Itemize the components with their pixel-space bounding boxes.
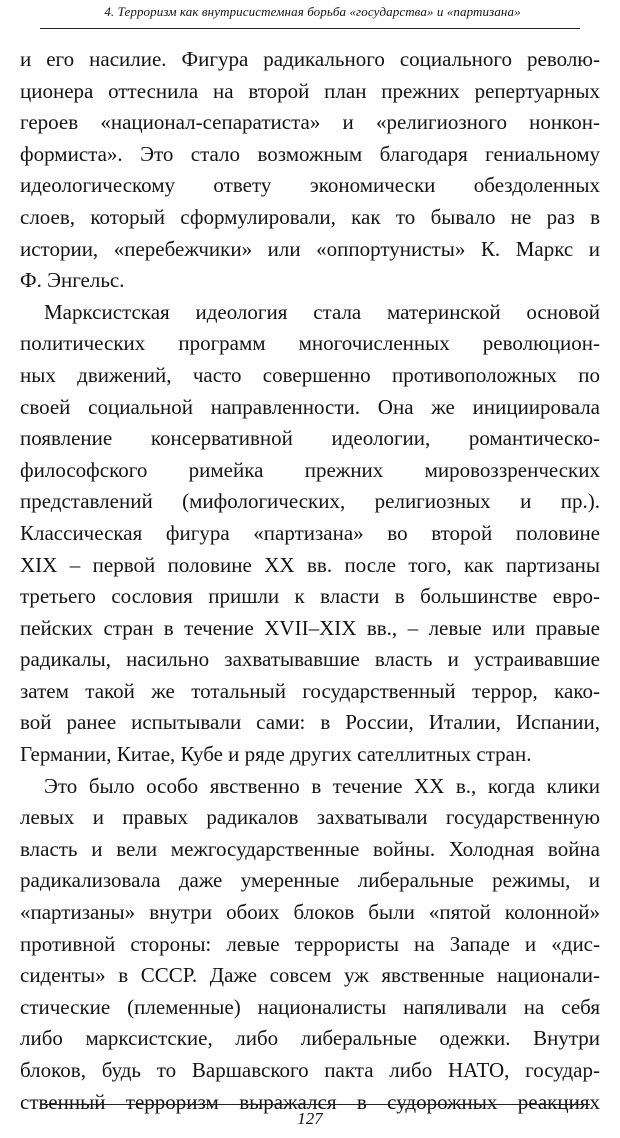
text-line: Марксистская идеология стала материнской основой: [44, 299, 600, 324]
text-line: власть и вели межгосударственные войны. Холодная война: [20, 836, 600, 861]
page-number: 127: [297, 1109, 323, 1128]
running-head: 4. Терроризм как внутрисистемная борьба «государства» и «партизана»: [104, 4, 521, 19]
text-line: ственный терроризм выражался в судорожных реакциях: [20, 1089, 600, 1114]
text-line: ционера оттеснила на второй план прежних репертуарных: [20, 78, 600, 103]
text-line: ных движений, часто совершенно противоположных по: [20, 362, 600, 387]
text-line: появление консервативной идеологии, романтическо-: [20, 426, 600, 451]
text-line: сиденты» в СССР. Даже совсем уж явственные национали-: [20, 963, 600, 988]
text-line: слоев, который сформулировали, как то бывало не раз в: [20, 204, 600, 229]
text-line: левых и правых радикалов захватывали государственную: [20, 805, 600, 830]
text-line: истории, «перебежчики» или «оппортунисты» К. Маркс и: [20, 236, 600, 261]
text-line: радикалы, насильно захватывавшие власть и устраивавшие: [20, 647, 600, 672]
text-line: Это было особо явственно в течение XX в., когда клики: [44, 773, 600, 798]
text-line: радикализовала даже умеренные либеральные режимы, и: [20, 868, 600, 893]
text-line: «партизаны» внутри обоих блоков были «пятой колонной»: [20, 900, 600, 925]
text-line: либо марксистские, либо либеральные одежки. Внутри: [20, 1026, 600, 1051]
text-line: и его насилие. Фигура радикального социального револю-: [20, 47, 600, 71]
text-line: формиста». Это стало возможным благодаря гениальному: [20, 141, 600, 166]
text-line: представлений (мифологических, религиозных и пр.).: [20, 489, 600, 514]
text-line: затем такой же тотальный государственный террор, како-: [20, 678, 600, 703]
text-line: Ф. Энгельс.: [20, 268, 125, 293]
footer-rule: [40, 1104, 590, 1105]
text-line: героев «национал-сепаратиста» и «религиозного нонкон-: [20, 110, 600, 135]
text-line: Германии, Китае, Кубе и ряде других сателлитных стран.: [20, 742, 532, 767]
paragraph: [20, 44, 600, 297]
text-line: блоков, будь то Варшавского пакта либо НАТО, государ-: [20, 1058, 600, 1082]
text-line: XIX – первой половине XX вв. после того, как партизаны: [20, 552, 600, 577]
text-line: Классическая фигура «партизана» во второй половине: [20, 520, 600, 545]
text-line: своей социальной направленности. Она же инициировала: [20, 394, 600, 419]
text-line: философского римейка прежних мировоззренческих: [20, 457, 600, 482]
paragraph: [20, 297, 600, 771]
text-line: идеологическому ответу экономически обездоленных: [20, 173, 600, 198]
text-line: вой ранее испытывали сами: в России, Италии, Испании,: [20, 710, 600, 735]
text-line: противной стороны: левые террористы на Западе и «дис-: [20, 931, 600, 956]
text-line: политических программ многочисленных революцион-: [20, 331, 600, 356]
text-line: пейских стран в течение XVII–XIX вв., – левые или правые: [20, 615, 600, 640]
text-line: стические (племенные) националисты напяливали на себя: [20, 994, 600, 1019]
text-line: третьего сословия пришли к власти в большинстве евро-: [20, 584, 600, 609]
paragraph: [20, 771, 600, 1119]
header-rule: [40, 28, 580, 29]
body-text: [20, 44, 600, 1118]
